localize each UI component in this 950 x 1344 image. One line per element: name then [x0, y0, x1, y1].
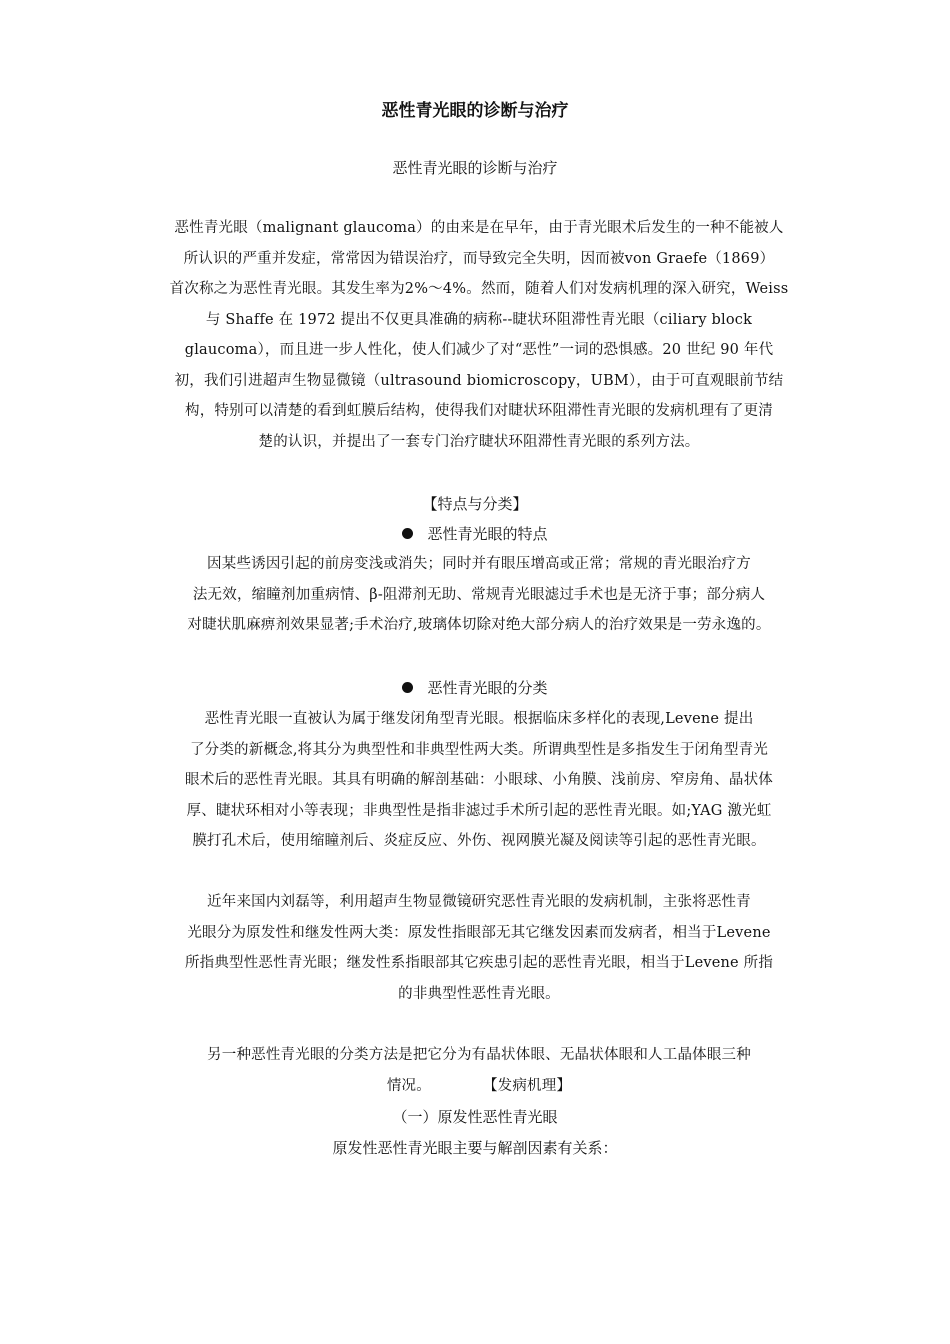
lens-classification-line: 另一种恶性青光眼的分类方法是把它分为有晶状体眼、无晶状体眼和人工晶体眼三种: [207, 1047, 751, 1063]
domestic-research-line: 的非典型性恶性青光眼。: [398, 985, 560, 1002]
features-line: 对睫状肌麻痹剂效果显著;手术治疗,玻璃体切除对绝大部分病人的治疗效果是一劳永逸的。: [187, 617, 771, 633]
intro-paragraph: [140, 213, 818, 457]
classification-line: 膜打孔术后，使用缩瞳剂后、炎症反应、外伤、视网膜光凝及阅读等引起的恶性青光眼。: [192, 833, 766, 849]
document-title: 恶性青光眼的诊断与治疗: [381, 101, 569, 121]
subheading-features: [0, 522, 950, 546]
domestic-research-paragraph: [140, 887, 818, 1009]
classification-line: 眼术后的恶性青光眼。其具有明确的解剖基础：小眼球、小角膜、浅前房、窄房角、晶状体: [185, 772, 773, 788]
section-heading-features: 【特点与分类】: [422, 495, 528, 513]
lens-classification-paragraph: [140, 1040, 818, 1101]
subheading-features-label: 恶性青光眼的特点: [427, 525, 548, 543]
intro-line: 构，特别可以清楚的看到虹膜后结构，使得我们对睫状环阻滞性青光眼的发病机理有了更清: [185, 403, 773, 419]
intro-line: 初，我们引进超声生物显微镜（ultrasound biomicroscopy，UBM），由于可直观眼前节结: [174, 372, 784, 389]
classification-line: 恶性青光眼一直被认为属于继发闭角型青光眼。根据临床多样化的表现,Levene 提出: [204, 711, 754, 727]
classification-paragraph: [140, 704, 818, 857]
subheading-classification-label: 恶性青光眼的分类: [427, 679, 548, 697]
intro-line: 首次称之为恶性青光眼。其发生率为2%～4%。然而，随着人们对发病机理的深入研究，Weiss: [169, 281, 789, 297]
domestic-research-line: 光眼分为原发性和继发性两大类：原发性指眼部无其它继发因素而发病者，相当于Levene: [187, 924, 771, 941]
lens-classification-line-2: [140, 1071, 818, 1102]
intro-line: glaucoma），而且进一步人性化，使人们减少了对“恶性”一词的恐惧感。20 世纪 90 年代: [184, 342, 774, 358]
intro-line: 与 Shaffe 在 1972 提出不仅更具准确的病称--睫状环阻滞性青光眼（ciliary block: [205, 311, 753, 328]
classification-line: 了分类的新概念,将其分为典型性和非典型性两大类。所谓典型性是多指发生于闭角型青光: [189, 741, 769, 758]
features-line: 法无效，缩瞳剂加重病情、β-阻滞剂无助、常规青光眼滤过手术也是无济于事；部分病人: [192, 586, 766, 603]
subheading-classification: [0, 676, 950, 700]
document-subtitle: 恶性青光眼的诊断与治疗: [392, 159, 558, 177]
features-line: 因某些诱因引起的前房变浅或消失；同时并有眼压增高或正常；常规的青光眼治疗方: [207, 556, 751, 572]
domestic-research-line: 所指典型性恶性青光眼；继发性系指眼部其它疾患引起的恶性青光眼，相当于Levene 所指: [184, 955, 774, 971]
intro-line: 楚的认识，并提出了一套专门治疗睫状环阻滞性青光眼的系列方法。: [258, 433, 700, 450]
bullet-icon: [402, 682, 413, 693]
subheading-primary: （一）原发性恶性青光眼: [392, 1108, 558, 1126]
features-paragraph: [140, 549, 818, 641]
domestic-research-line: 近年来国内刘磊等，利用超声生物显微镜研究恶性青光眼的发病机制，主张将恶性青: [207, 894, 751, 910]
bullet-icon: [402, 528, 413, 539]
lens-classification-tail: 情况。: [386, 1077, 431, 1094]
intro-line: 所认识的严重并发症，常常因为错误治疗，而导致完全失明，因而被von Graefe（1869）: [183, 250, 775, 267]
section-heading-mechanism: 【发病机理】: [482, 1077, 572, 1094]
primary-intro-line: 原发性恶性青光眼主要与解剖因素有关系：: [332, 1139, 618, 1157]
intro-line: 恶性青光眼（malignant glaucoma）的由来是在早年，由于青光眼术后发生的一种不能被人: [174, 220, 784, 236]
classification-line: 厚、睫状环相对小等表现；非典型性是指非滤过手术所引起的恶性青光眼。如;YAG 激光虹: [186, 802, 772, 819]
